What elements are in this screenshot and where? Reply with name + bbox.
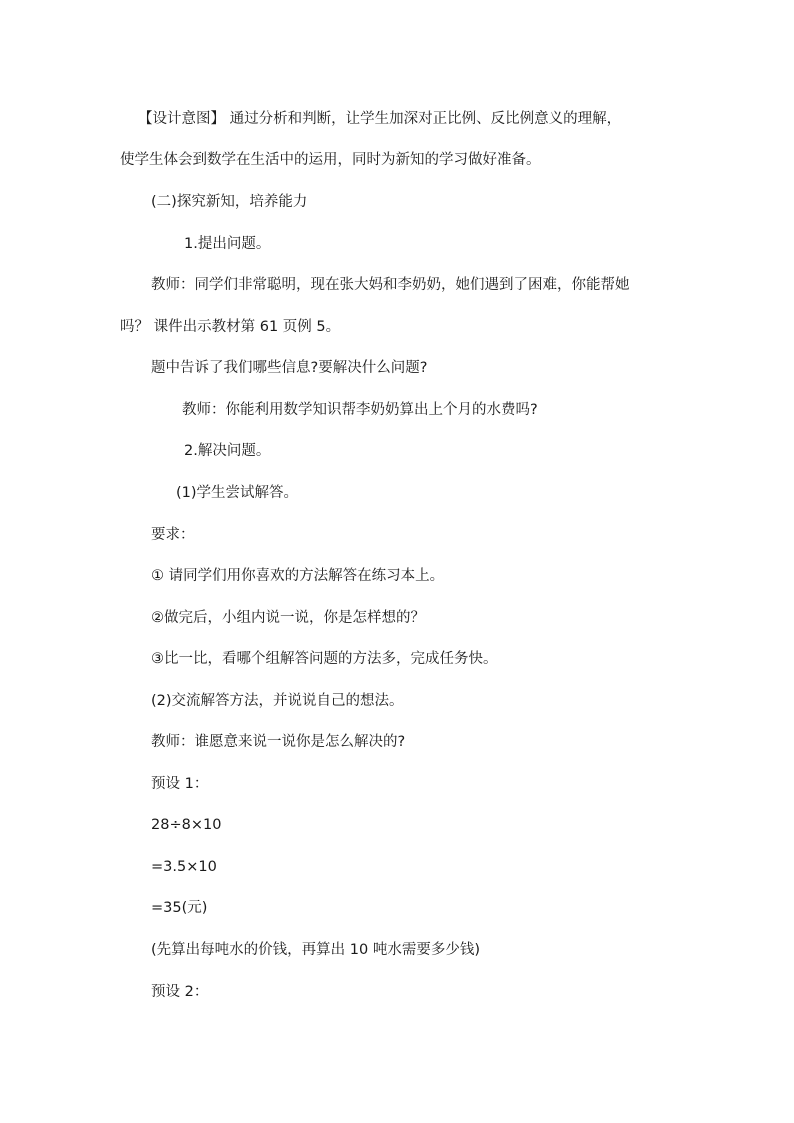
requirements-label: 要求：: [151, 527, 195, 543]
section-heading: (二)探究新知，培养能力: [151, 194, 308, 210]
calc-step-3: =35(元): [151, 900, 208, 916]
question-info-line: 题中告诉了我们哪些信息?要解决什么问题?: [151, 360, 428, 376]
calc-step-1: 28÷8×10: [151, 817, 222, 833]
design-intent-line-2: 使学生体会到数学在生活中的运用，同时为新知的学习做好准备。: [120, 152, 541, 168]
teacher-line-1: 教师：同学们非常聪明，现在张大妈和李奶奶，她们遇到了困难，你能帮她: [151, 277, 630, 293]
calc-step-2: =3.5×10: [151, 859, 217, 875]
calc-explanation: (先算出每吨水的价钱，再算出 10 吨水需要多少钱): [151, 942, 480, 958]
teacher-line-3: 教师：谁愿意来说一说你是怎么解决的?: [151, 734, 406, 750]
exchange-methods-line: (2)交流解答方法，并说说自己的想法。: [151, 693, 404, 709]
subheading-solve-problem: 2.解决问题。: [184, 443, 271, 459]
requirement-2: ②做完后，小组内说一说，你是怎样想的？: [151, 610, 425, 626]
teacher-line-2: 教师：你能利用数学知识帮李奶奶算出上个月的水费吗?: [182, 402, 538, 418]
preset-2-label: 预设 2：: [151, 984, 209, 1000]
subheading-raise-question: 1.提出问题。: [184, 236, 271, 252]
requirement-1: ① 请同学们用你喜欢的方法解答在练习本上。: [151, 568, 445, 584]
design-intent-line-1: 【设计意图】 通过分析和判断，让学生加深对正比例、反比例意义的理解，: [138, 111, 622, 127]
teacher-line-1-cont: 吗？ 课件出示教材第 61 页例 5。: [120, 319, 341, 335]
student-attempt-line: (1)学生尝试解答。: [176, 485, 299, 501]
requirement-3: ③比一比，看哪个组解答问题的方法多，完成任务快。: [151, 651, 498, 667]
preset-1-label: 预设 1：: [151, 776, 209, 792]
